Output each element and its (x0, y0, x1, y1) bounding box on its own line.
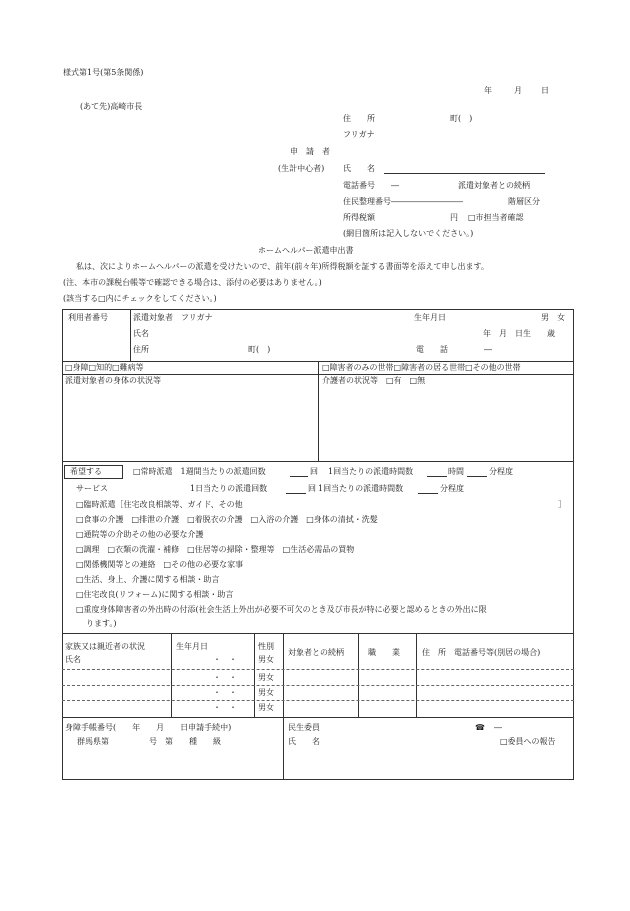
service-item[interactable]: □食事の介護 □排泄の介護 □着脱衣の介護 □入浴の介護 □身体の清拭・洗髪 (76, 515, 378, 524)
resident-no-label: 住民整理番号――――――――― (343, 197, 463, 206)
target-address-label: 住所 (133, 345, 149, 354)
family-header-name2: 氏名 (65, 655, 81, 664)
income-tax-label: 所得税額 (343, 213, 375, 222)
shaded-note: (網目箇所は記入しないでください。) (343, 229, 474, 238)
name-label: 氏 名 (343, 164, 375, 173)
date-year: 年 (484, 86, 492, 95)
tier-label: 階層区分 (508, 197, 540, 206)
service-item[interactable]: □重度身体障害者の外出時の付添(社会生活上外出が必要不可欠のとき及び市長が特に必要と認めるときの外出に限 (76, 605, 487, 614)
daily-per-visit-time: 1回当たりの派遣時間数 (318, 484, 404, 493)
service-item[interactable]: □住宅改良(リフォーム)に関する相談・助言 (76, 590, 234, 599)
check-note: (該当する□内にチェックをしてください。) (63, 294, 217, 303)
note-text: (注、本市の課税台帳等で確認できる場合は、添付の必要はありません。) (63, 278, 322, 287)
daily-kai: 回 (308, 484, 316, 493)
phone-label: 電話番号 ― (343, 181, 399, 190)
body-status-label: 派遣対象者の身体の状況等 (65, 376, 161, 385)
report-checkbox[interactable]: □委員への報告 (500, 737, 556, 746)
regular-jikan: 時間 (448, 467, 464, 476)
age-ymd-label: 年 月 日生 歳 (483, 329, 555, 338)
doc-title: ホームヘルパー派遣申出書 (258, 246, 354, 255)
welfare-label: 民生委員 (288, 723, 320, 732)
target-furigana-label: 派遣対象者 フリガナ (133, 313, 213, 322)
caregiver-checkboxes[interactable]: 介護者の状況等 □有 □無 (322, 376, 426, 385)
family-row-dots: ・ ・ (213, 673, 237, 682)
family-row-sex[interactable]: 男女 (258, 688, 274, 697)
intro-text: 私は、次によりホームヘルパーの派遣を受けたいので、前年(前々年)所得税額を証する書面等を添えて申し出ます。 (76, 262, 489, 271)
service-item[interactable]: □通院等の介助その他の必要な介護 (76, 530, 204, 539)
household-head: (生計中心者) (278, 164, 325, 173)
wish-label: 希望する (70, 467, 102, 476)
address-town: 町( ) (450, 114, 473, 123)
target-phone-dash: ― (484, 345, 492, 354)
disability-checkboxes[interactable]: □身障□知的□難病等 (65, 363, 144, 372)
family-header-sex2: 男女 (258, 655, 274, 664)
handbook-label: 身障手帳番号( 年 月 日申請手続中) (65, 723, 232, 732)
date-month: 月 (514, 86, 522, 95)
form-number: 様式第1号(第5条関係) (63, 68, 144, 77)
family-header-addr: 住 所 電話番号等(別居の場合) (422, 648, 541, 657)
family-header-sex1: 性別 (258, 642, 274, 651)
family-row-sex[interactable]: 男女 (258, 673, 274, 682)
target-phone-label: 電 話 (416, 345, 448, 354)
family-header-job: 職 業 (368, 648, 400, 657)
date-day: 日 (541, 86, 549, 95)
daily-count-label: 1日当たりの派遣回数 (190, 484, 268, 493)
addressee: (あて先)高崎市長 (80, 102, 143, 111)
yen-label: 円 (450, 213, 458, 222)
service-item[interactable]: □調理 □衣類の洗濯・補修 □住居等の掃除・整理等 □生活必需品の買物 (76, 545, 355, 554)
welfare-phone-dash: ― (494, 723, 502, 732)
family-header-dots: ・ ・ (213, 655, 237, 664)
service-item[interactable]: □関係機関等との連絡 □その他の必要な家事 (76, 560, 244, 569)
regular-bun: 分程度 (489, 467, 513, 476)
address-label: 住 所 (343, 114, 375, 123)
relation-label: 派遣対象者との続柄 (458, 181, 530, 190)
family-header-name1: 家族又は親近者の状況 (65, 642, 145, 651)
temp-dispatch-checkbox[interactable]: □臨時派遣［住宅改良相談等、ガイド、その他 (76, 500, 243, 509)
family-header-relation: 対象者との続柄 (288, 648, 344, 657)
target-name-label: 氏名 (133, 329, 149, 338)
user-no-label: 利用者番号 (68, 313, 108, 322)
staff-confirm-checkbox[interactable]: □市担当者確認 (468, 213, 524, 222)
daily-bun: 分程度 (440, 484, 464, 493)
regular-kai: 回 (310, 467, 318, 476)
family-row-dots: ・ ・ (213, 688, 237, 697)
target-town-label: 町( ) (248, 345, 271, 354)
family-row-dots: ・ ・ (213, 703, 237, 712)
temp-dispatch-close: ］ (558, 500, 566, 509)
welfare-name-label: 氏 名 (288, 737, 320, 746)
dob-label: 生年月日 (414, 313, 446, 322)
sex-options[interactable]: 男 女 (541, 313, 565, 322)
regular-per-visit-time: 1回当たりの派遣時間数 (328, 467, 414, 476)
applicant-label: 申 請 者 (290, 147, 330, 156)
regular-dispatch-checkbox[interactable]: □常時派遣 1週間当たりの派遣回数 (133, 467, 266, 476)
household-checkboxes[interactable]: □障害者のみの世帯□障害者の居る世帯□その他の世帯 (322, 363, 521, 372)
service-item[interactable]: □生活、身上、介護に関する相談・助言 (76, 575, 220, 584)
service-item-cont: ります。) (86, 619, 117, 628)
gunma-label: 群馬県第 号 第 種 級 (77, 737, 221, 746)
furigana-label: フリガナ (343, 130, 375, 139)
family-row-sex[interactable]: 男女 (258, 703, 274, 712)
name-signature-line[interactable] (384, 173, 545, 174)
phone-icon: ☎ (475, 723, 485, 732)
family-header-dob: 生年月日 (176, 642, 208, 651)
service-label: サービス (76, 484, 108, 493)
